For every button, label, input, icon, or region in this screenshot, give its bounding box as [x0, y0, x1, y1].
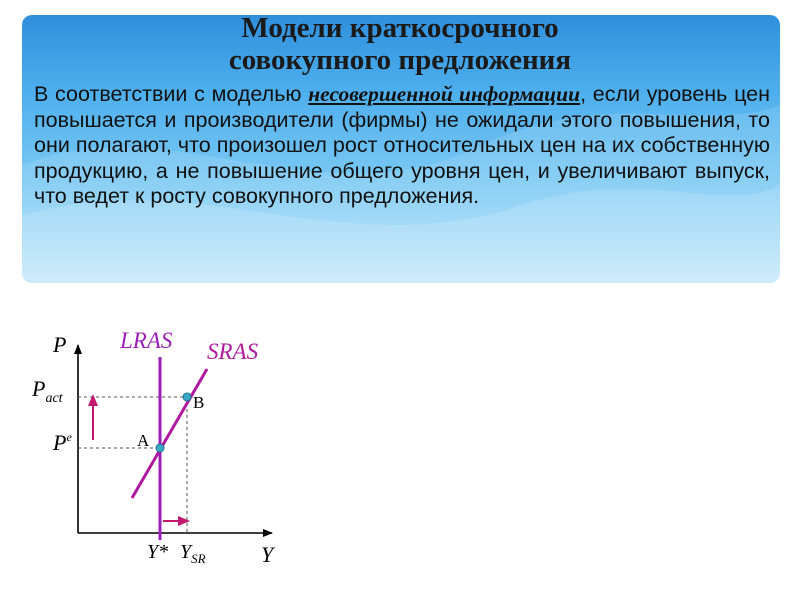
text-emphasis: несовершенной информации: [308, 82, 581, 106]
point-b-marker: [183, 393, 191, 401]
text-after: , если уровень цен повышается и производители (фирмы) не ожидали этого повышения, то они полагают, что произошел рост относительных цен на их собственную продукцию, а не повышение общего уровня цен, и увеличивают выпуск, что ведет к росту совокупного предложения.: [34, 82, 770, 208]
lras-label: LRAS: [120, 328, 173, 353]
point-a-marker: [156, 444, 164, 452]
title-line-1: Модели краткосрочного: [241, 12, 559, 44]
p-e-label: $P^e$: [53, 430, 72, 455]
p-act-label: $P_{act}$: [32, 376, 63, 406]
point-a-label: A: [137, 431, 150, 450]
y-axis-label: P: [53, 332, 67, 357]
x-axis-label: Y: [261, 542, 274, 567]
sras-label: SRAS: [207, 339, 259, 364]
title-line-2: совокупного предложения: [228, 44, 572, 76]
text-before: В соответствии с моделью: [34, 82, 309, 106]
y-star-label: Y*: [147, 541, 169, 563]
point-b-label: B: [193, 393, 205, 412]
y-sr-label: $Y_{SR}$: [180, 541, 206, 566]
